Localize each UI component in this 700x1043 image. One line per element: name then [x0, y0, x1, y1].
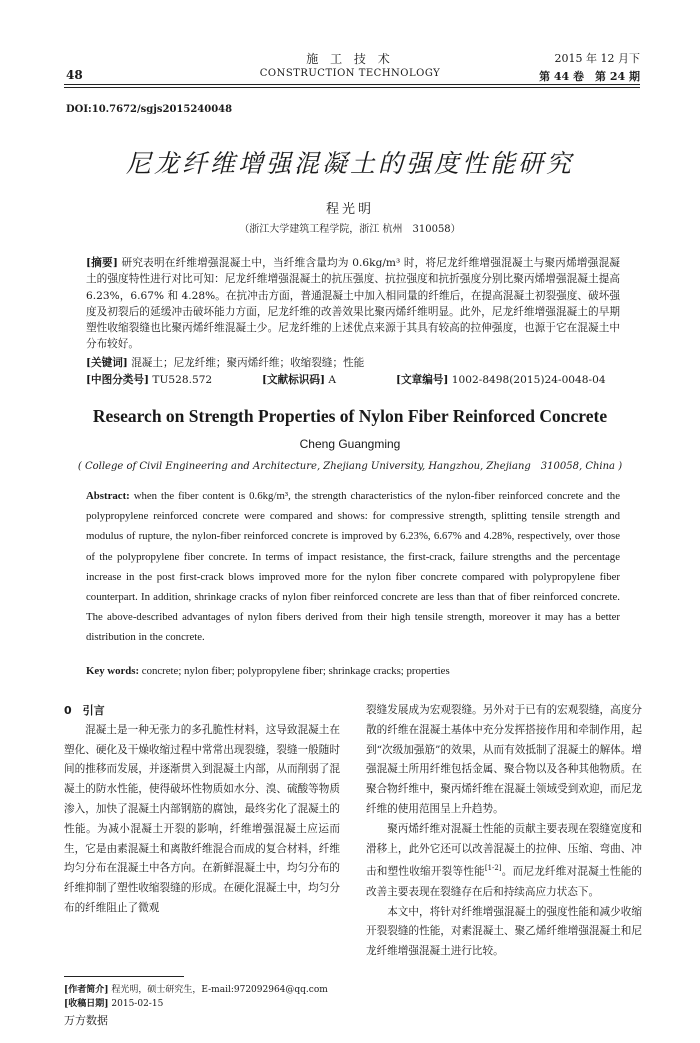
- footnote-received: [收稿日期] 2015-02-15: [64, 999, 164, 1009]
- keywords-en-text: concrete; nylon fiber; polypropylene fiber; shrinkage cracks; properties: [141, 665, 450, 677]
- body-paragraph: 本文中，将针对纤维增强混凝土的强度性能和减少收缩开裂裂缝的性能，对素混凝土、聚乙烯纤维增强混凝土和尼龙纤维增强混凝土进行比较。: [366, 905, 642, 958]
- keywords-cn-label: [关键词]: [86, 357, 128, 369]
- title-cn: 尼龙纤维增强混凝土的强度性能研究: [125, 149, 574, 178]
- keywords-en: [86, 665, 450, 677]
- footer-watermark: 万方数据: [64, 1014, 108, 1027]
- body-column-right: [366, 701, 642, 962]
- body-column-left: [64, 701, 340, 919]
- author-cn: 程光明: [325, 202, 374, 217]
- doi: DOI:10.7672/sgjs2015240048: [66, 104, 233, 115]
- abstract-cn-text: 研究表明在纤维增强混凝土中，当纤维含量均为 0.6kg/m³ 时，将尼龙纤维增强混凝土与聚丙烯增强混凝土的强度特性进行对比可知：尼龙纤维增强混凝土的抗压强度、抗拉强度和抗折强度分别比聚丙烯增强混凝土提高 6.23%，6.67% 和 4.28%。在抗冲击方面，普通混凝土中加入相同量的纤维后，在提高混凝土初裂强度、破坏强度及初裂后的延缓冲击破坏能力方面，尼龙纤维的改善效果比聚丙烯纤维明显。此外，尼龙纤维增强混凝土的早期塑性收缩裂缝也比聚丙烯纤维混凝土少。尼龙纤维的上述优点来源于其具有较高的拉伸强度，也源于它在混凝土中分布较好。: [86, 257, 620, 351]
- abstract-en-label: Abstract:: [86, 490, 130, 502]
- body-paragraph: 混凝土是一种无张力的多孔脆性材料，这导致混凝土在塑化、硬化及干燥收缩过程中常常出现裂缝，裂缝一般随时间的推移而发展，并逐渐贯入到混凝土内部，从而削弱了混凝土的防水性能，使得破坏性物质如水分、溴、硫酸等物质渗入，加快了混凝土内部钢筋的腐蚀，最终劣化了混凝土的性能。为减小混凝土开裂的影响，纤维增强混凝土应运而生，它是由素混凝土和离散纤维混合而成的复合材料，纤维均匀分布在混凝土中各方向。在新鲜混凝土中，均匀分布的纤维抑制了塑性收缩裂缝的形成。在硬化混凝土中，均匀分布的纤维阻止了微观: [64, 723, 340, 914]
- body-paragraph: 聚丙烯纤维对混凝土性能的贡献主要表现在裂缝宽度和滑移上，此外它还可以改善混凝土的拉伸、压缩、弯曲、冲击和塑性收缩开裂等性能[1-2]。而尼龙纤维对混凝土性能的改善主要表现在裂缝存在后和持续高应力状态下。: [366, 822, 643, 898]
- body-paragraph: 裂缝发展成为宏观裂缝。另外对于已有的宏观裂缝，高度分散的纤维在混凝土基体中充分发挥搭接作用和牵制作用，起到“次级加强筋”的效果，从而有效抵制了混凝土的解体。增强混凝土所用纤维包括金属、聚合物以及各种其他物质。在聚合物纤维中，聚丙烯纤维在混凝土领域受到欢迎，而尼龙纤维的使用范围呈上升趋势。: [366, 704, 642, 815]
- affiliation-en: ( College of Civil Engineering and Architecture, Zhejiang University, Hangzhou, Zhejiang 310058, China ): [77, 461, 623, 472]
- clc-code: [中图分类号] TU528.572: [86, 374, 213, 386]
- section-heading: 0 引言: [64, 704, 105, 717]
- page-number: 48: [66, 68, 83, 82]
- footnote-author: [作者简介] 程光明，硕士研究生，E-mail:972092964@qq.com: [64, 985, 328, 995]
- abstract-en-text: when the fiber content is 0.6kg/m³, the strength characteristics of the nylon-fiber reinforced concrete and the polypropylene reinforced concrete were compared and shows: for compressive strength, splitting tensile strength and modulus of rupture, the nylon-fiber reinforced concrete is improved by 6.23%, 6.67% and 4.28%, respectively, over those of the polypropylene fiber concrete. In terms of impact resistance, the first-crack, failure strengths and the percentage increase in the post first-crack blows improved more for the nylon fiber concrete compared with polypropylene fiber counterpart. In addition, shrinkage cracks of nylon fiber reinforced concrete are less than that of fiber reinforced concrete. The above-described advantages of nylon fibers derived from their high tensile strength, moreover it may has a better distribution in the concrete.: [86, 490, 620, 644]
- title-en: Research on Strength Properties of Nylon Fiber Reinforced Concrete: [92, 406, 608, 426]
- article-code: [文章编号] 1002-8498(2015)24-0048-04: [396, 374, 606, 386]
- author-en: Cheng Guangming: [299, 437, 401, 451]
- header-rule-thin: [64, 87, 640, 88]
- journal-name-cn: 施 工 技 术: [306, 52, 394, 66]
- journal-name-en: CONSTRUCTION TECHNOLOGY: [259, 68, 441, 79]
- keywords-en-label: Key words:: [86, 665, 140, 677]
- abstract-en: [86, 486, 620, 648]
- doc-code: [文献标识码] A: [262, 374, 337, 386]
- abstract-cn: [86, 255, 620, 353]
- affiliation-cn: （浙江大学建筑工程学院，浙江 杭州 310058）: [239, 224, 461, 235]
- issue-volume: 第 44 卷 第 24 期: [539, 70, 640, 83]
- citation-ref[interactable]: [1-2]: [484, 864, 502, 873]
- footnote-rule: [64, 976, 184, 977]
- header-rule: [64, 84, 640, 85]
- abstract-cn-label: [摘要]: [86, 257, 118, 269]
- issue-date: 2015 年 12 月下: [554, 52, 640, 65]
- keywords-cn-text: 混凝土；尼龙纤维；聚丙烯纤维；收缩裂缝；性能: [131, 357, 365, 369]
- keywords-cn: [86, 355, 364, 370]
